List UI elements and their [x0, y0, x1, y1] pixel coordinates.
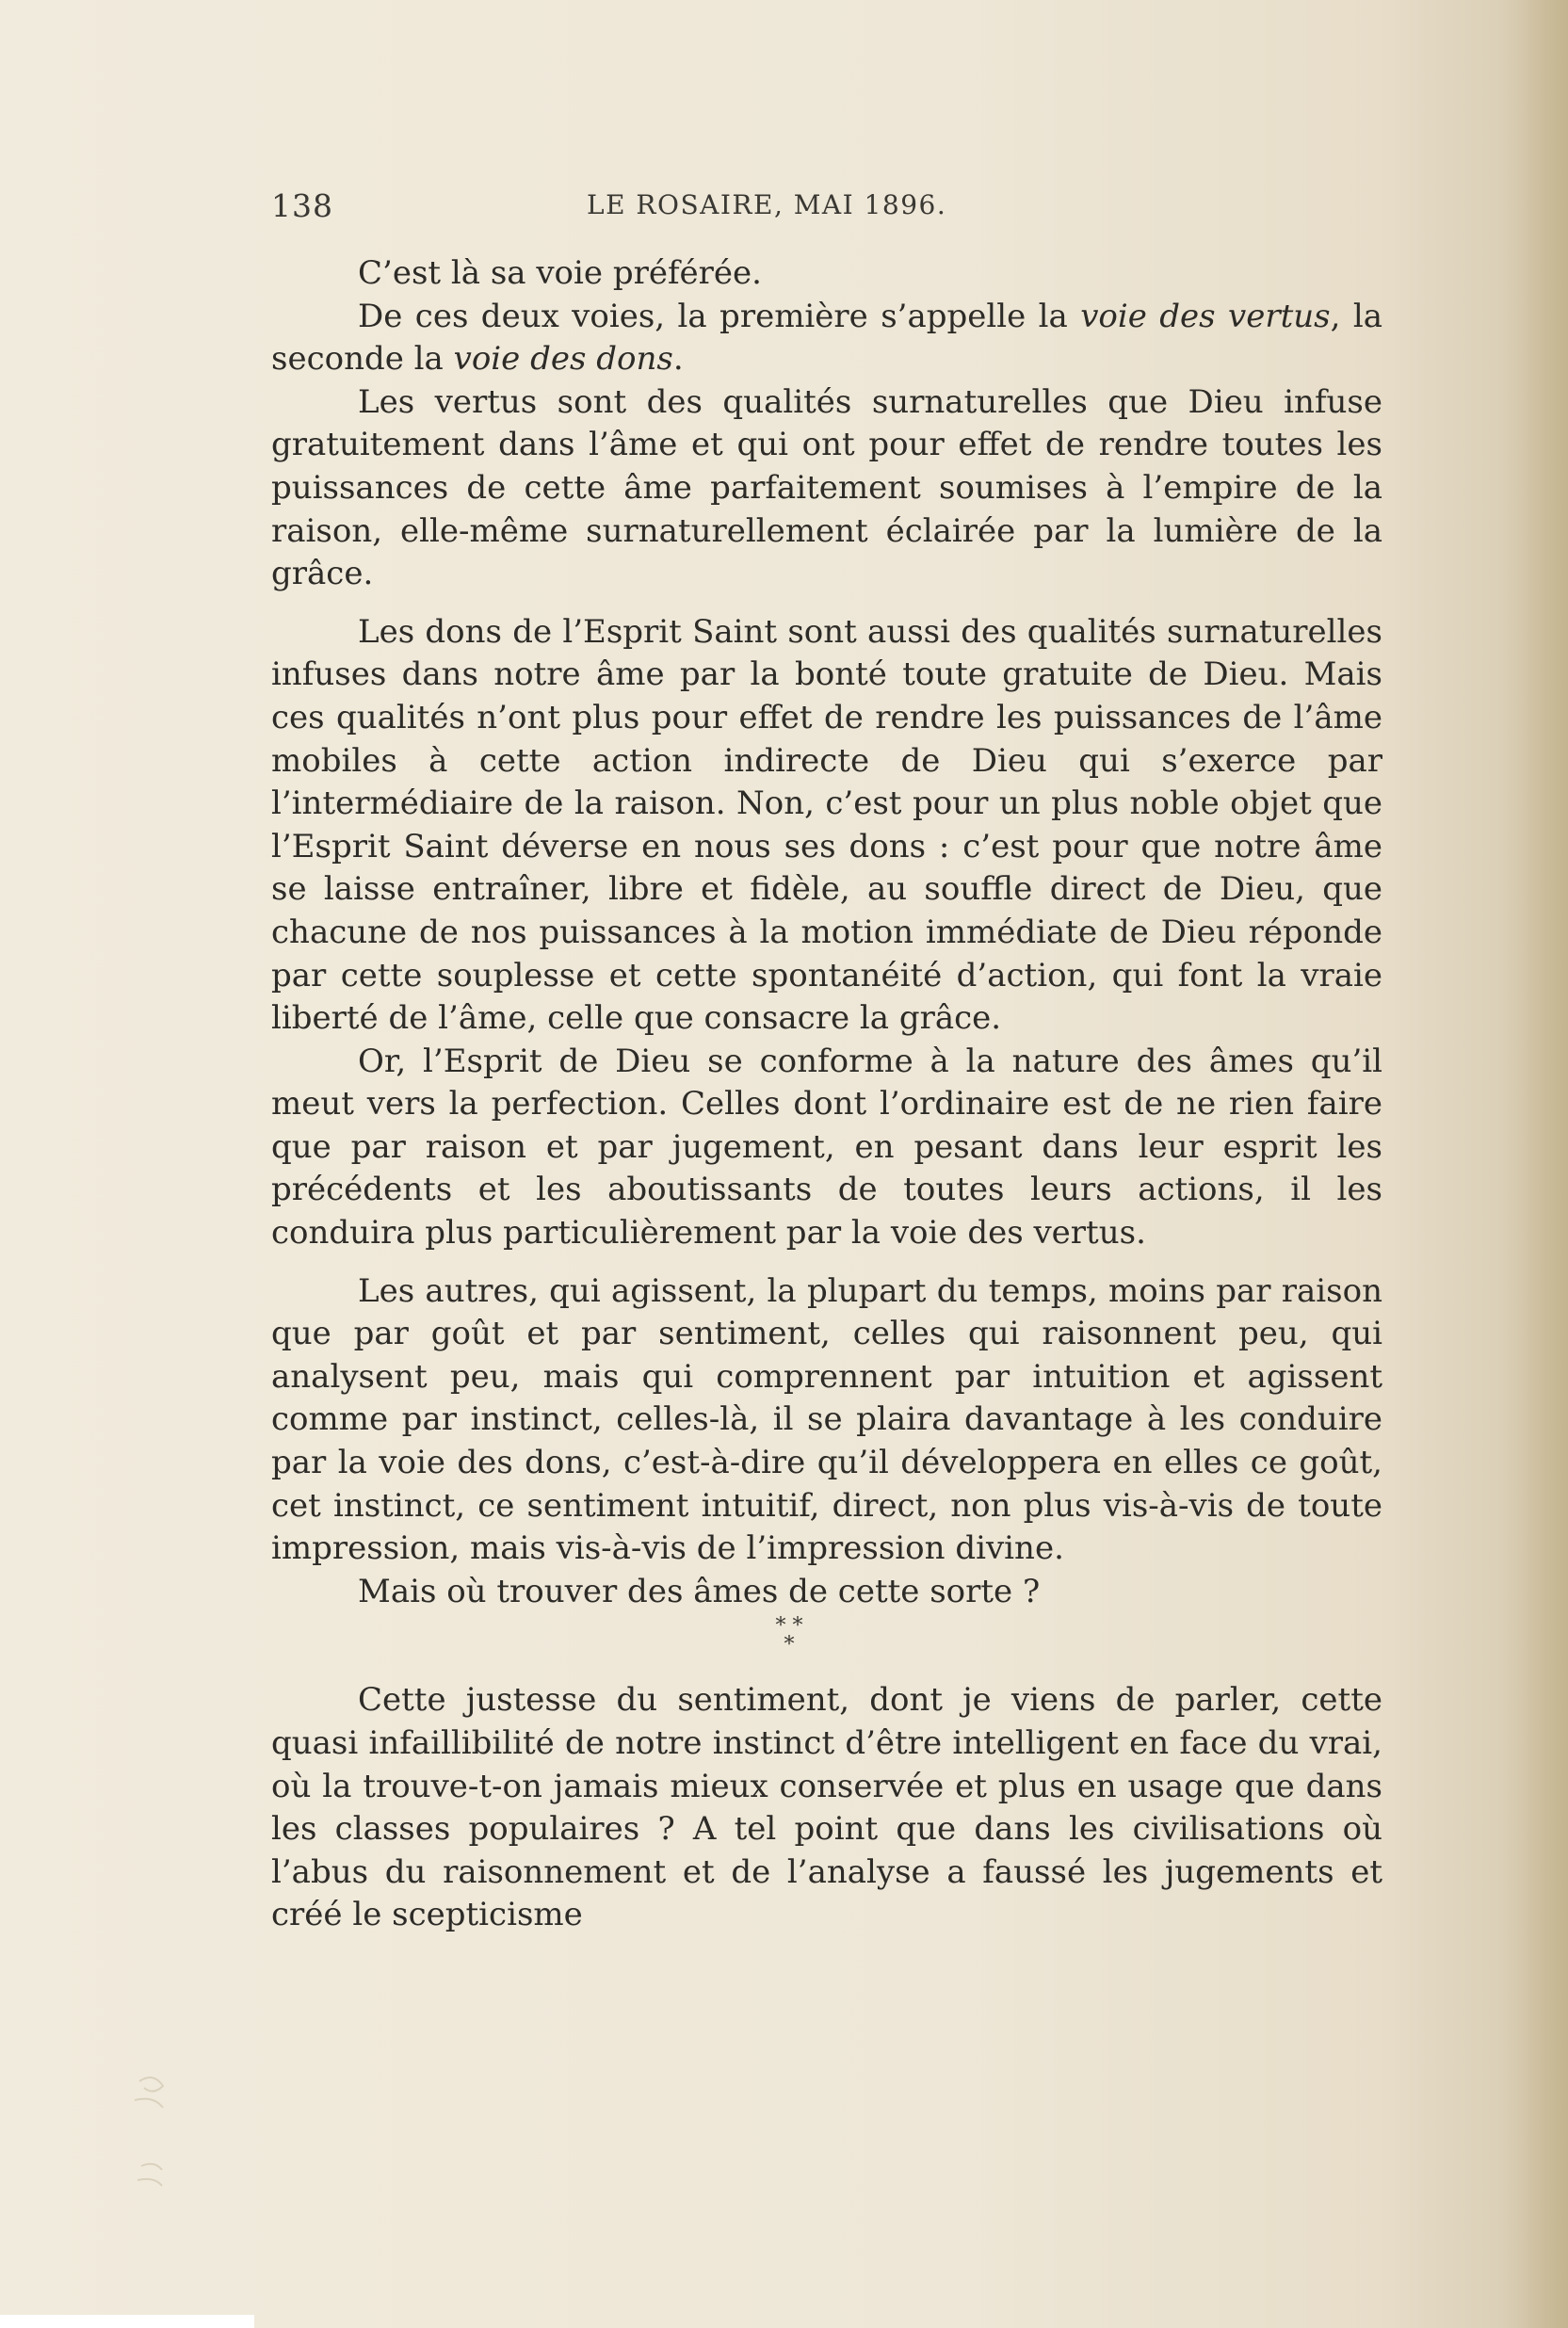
asterisk-row-bottom: * [784, 1633, 795, 1657]
page-number: 138 [271, 187, 333, 224]
paragraph: Les dons de l’Esprit Saint sont aussi des qualités surnaturelles infuses dans notre âme par la bonté toute gratuite de Dieu. Mais ces qualités n’ont plus pour effet de rendre les puissances de l’âme mobiles à cette action indirecte de Dieu qui s’exerce par l’intermédiaire de la raison. Non, c’est pour un plus noble objet que l’Esprit Saint déverse en nous ses dons : c’est pour que notre âme se laisse entraîner, libre et fidèle, au souffle direct de Dieu, que chacune de nos puissances à la motion immédiate de Dieu réponde par cette souplesse et cette spontanéité d’action, qui font la vraie liberté de l’âme, celle que consacre la grâce. [271, 612, 1382, 1038]
paragraph: Mais où trouver des âmes de cette sorte ? [358, 1572, 1041, 1610]
body-text [271, 252, 1382, 1937]
asterisk-row-top: * * [775, 1614, 803, 1639]
text-run: , la seconde la [271, 297, 1382, 379]
paragraph: Cette justesse du sentiment, dont je viens de parler, cette quasi infaillibilité de notre instinct d’être intelligent en face du vrai, où la trouve-t-on jamais mieux conservée et plus en usage que dans les classes populaires ? A tel point que dans les civilisations où l’abus du raisonnement et de l’analyse a faussé les jugements et créé le scepticisme [271, 1681, 1382, 1934]
text-run: . [672, 340, 684, 379]
page-gutter-shadow [1502, 0, 1568, 2328]
running-title: LE ROSAIRE, MAI 1896. [587, 189, 947, 220]
embossed-stamp [121, 2062, 186, 2204]
paragraph [271, 296, 1382, 381]
scan-edge-strip [0, 2315, 254, 2328]
italic-term: voie des vertus [1080, 297, 1331, 335]
section-separator [271, 1613, 1382, 1679]
paragraph: C’est là sa voie préférée. [358, 254, 762, 292]
running-header [271, 187, 1015, 234]
text-run: De ces deux voies, la première s’appelle la [358, 297, 1081, 335]
italic-term: voie des dons [453, 340, 673, 379]
paragraph: Les vertus sont des qualités surnaturelles que Dieu infuse gratuitement dans l’âme et qui ont pour effet de rendre toutes les puissances de cette âme parfaitement soumises à l’empire de la raison, elle-même surnaturellement éclairée par la lumière de la grâce. [271, 382, 1382, 593]
paragraph: Les autres, qui agissent, la plupart du temps, moins par raison que par goût et par sentiment, celles qui raisonnent peu, qui analysent peu, mais qui comprennent par intuition et agissent comme par instinct, celles-là, il se plaira davantage à les conduire par la voie des dons, c’est-à-dire qu’il développera en elles ce goût, cet instinct, ce sentiment intuitif, direct, non plus vis-à-vis de toute impression, mais vis-à-vis de l’impression divine. [271, 1271, 1382, 1568]
paragraph: Or, l’Esprit de Dieu se conforme à la nature des âmes qu’il meut vers la perfection. Celles dont l’ordinaire est de ne rien faire que par raison et par jugement, en pesant dans leur esprit les précédents et les aboutissants de toutes leurs actions, il les conduira plus particulièrement par la voie des vertus. [271, 1042, 1382, 1253]
